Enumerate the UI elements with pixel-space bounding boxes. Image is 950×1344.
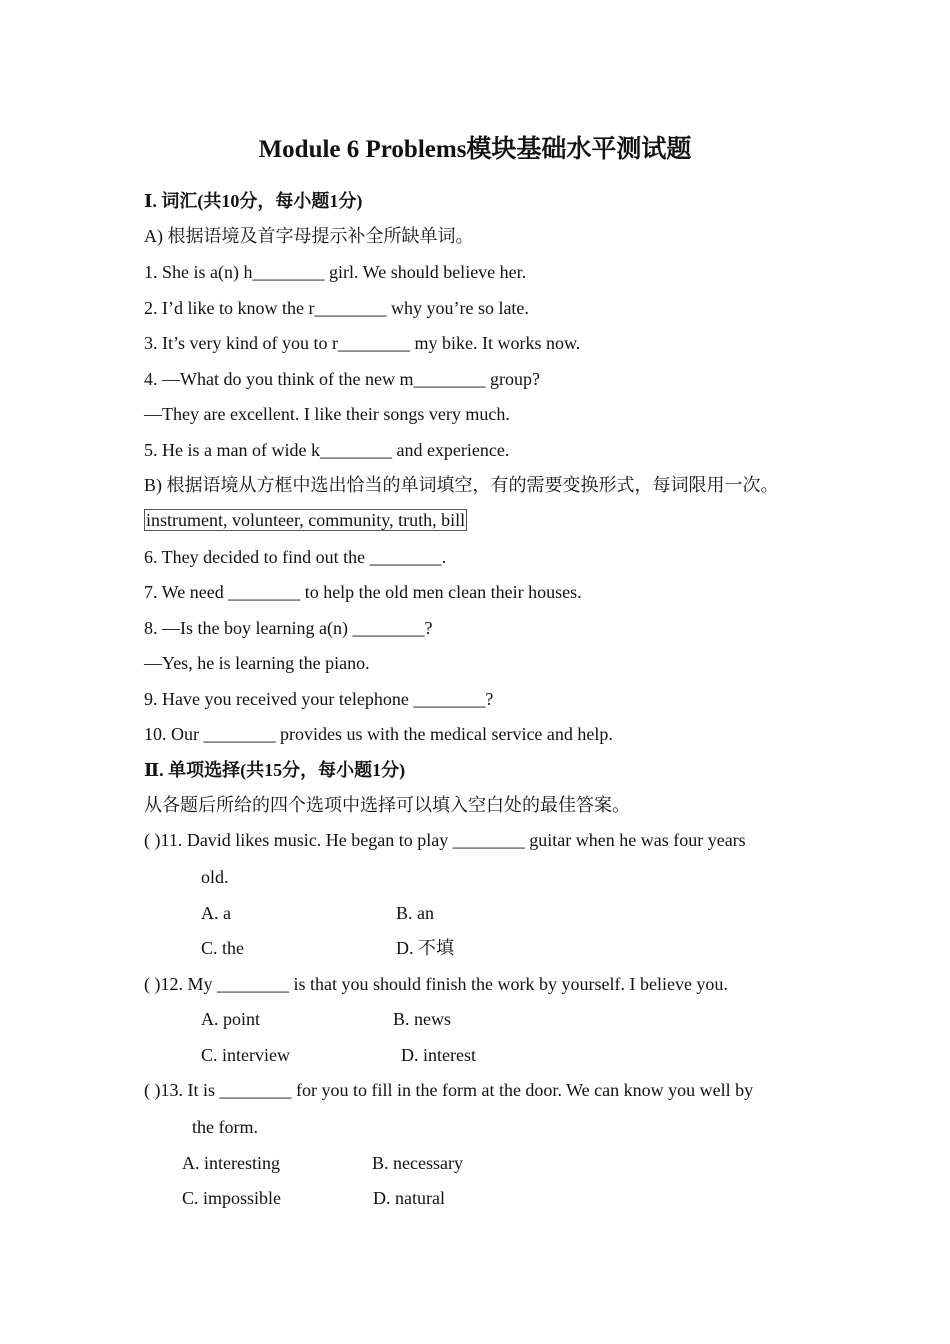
question-line: 5. He is a man of wide k________ and experience. (144, 440, 510, 460)
question-line: —They are excellent. I like their songs very much. (144, 404, 510, 424)
word-box-text: instrument, volunteer, community, truth, bill (146, 510, 466, 530)
option-a: A. a (201, 903, 231, 923)
question-line: 2. I’d like to know the r________ why you’re so late. (144, 298, 529, 318)
word-box (144, 509, 467, 531)
question-line: 7. We need ________ to help the old men clean their houses. (144, 582, 582, 602)
section-instruction: 从各题后所给的四个选项中选择可以填入空白处的最佳答案。 (144, 795, 630, 815)
question-line: 9. Have you received your telephone ________? (144, 689, 494, 709)
option-a: A. interesting (182, 1153, 280, 1173)
question-line: 10. Our ________ provides us with the medical service and help. (144, 724, 613, 744)
option-d: D. natural (373, 1188, 445, 1208)
option-c: C. impossible (182, 1188, 282, 1208)
question-line: 3. It’s very kind of you to r________ my bike. It works now. (144, 333, 581, 353)
option-d: D. interest (401, 1045, 476, 1065)
question-line: 4. —What do you think of the new m________ group? (144, 369, 540, 389)
question-12: ( )12. My ________ is that you should finish the work by yourself. I believe you. (144, 974, 728, 994)
question-11: ( )11. David likes music. He began to play ________ guitar when he was four years (144, 830, 746, 850)
part-b-instruction: B) 根据语境从方框中选出恰当的单词填空，有的需要变换形式，每词限用一次。 (144, 475, 779, 495)
page-title: Module 6 Problems模块基础水平测试题 (258, 136, 692, 163)
option-b: B. news (393, 1009, 451, 1029)
question-line: 8. —Is the boy learning a(n) ________? (144, 618, 433, 638)
question-13: ( )13. It is ________ for you to fill in the form at the door. We can know you well by (144, 1080, 754, 1100)
section-heading-multiple-choice: Ⅱ. 单项选择(共15分，每小题1分) (144, 760, 406, 780)
option-c: C. interview (201, 1045, 290, 1065)
question-line: 6. They decided to find out the ________. (144, 547, 447, 567)
option-b: B. necessary (372, 1153, 463, 1173)
question-line: 1. She is a(n) h________ girl. We should believe her. (144, 262, 527, 282)
option-a: A. point (201, 1009, 261, 1029)
question-11-continued: old. (201, 867, 229, 887)
option-c: C. the (201, 938, 244, 958)
option-b: B. an (396, 903, 434, 923)
part-a-instruction: A) 根据语境及首字母提示补全所缺单词。 (144, 226, 474, 246)
section-heading-vocabulary: Ⅰ. 词汇(共10分，每小题1分) (144, 191, 363, 211)
question-13-continued: the form. (192, 1117, 258, 1137)
question-line: —Yes, he is learning the piano. (144, 653, 370, 673)
option-d: D. 不填 (396, 938, 454, 958)
